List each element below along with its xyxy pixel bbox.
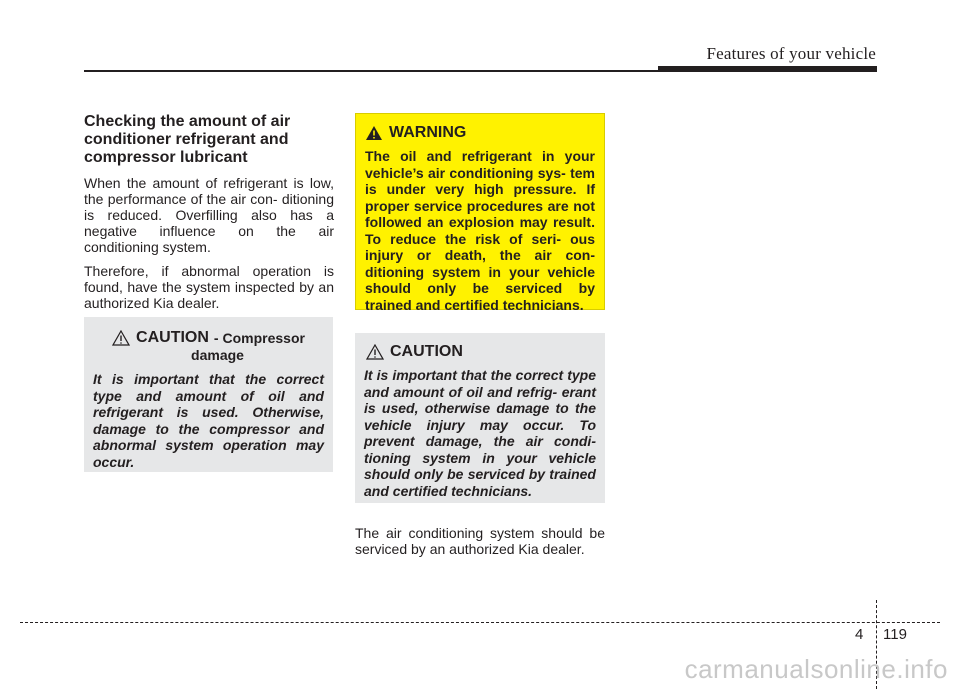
- caution-service-text: It is important that the correct type and amount of oil and refrig- erant is used, otherwise damage to the vehicle injury may occur. To prevent damage, the air condi- tioning system in your vehicle should only be serviced by trained and certified technicians.: [364, 367, 596, 499]
- page-number: 119: [883, 626, 907, 643]
- warning-triangle-icon: [365, 125, 383, 141]
- service-note: The air conditioning system should be serviced by an authorized Kia dealer.: [355, 525, 605, 557]
- caution-service-box: [355, 333, 605, 503]
- page-header-title: Features of your vehicle: [706, 44, 876, 63]
- left-column: [84, 113, 334, 319]
- caution-compressor-header: [93, 329, 324, 347]
- section-heading: Checking the amount of air conditioner refrigerant and compressor lubricant: [84, 113, 291, 166]
- chapter-number: 4: [855, 626, 864, 643]
- warning-text: The oil and refrigerant in your vehicle’s air conditioning sys- tem is under very high pressure. If proper service procedures are not followed an explosion may result. To reduce the risk of seri- ous injury or death, the air con- ditioning system in your vehicle should only be serviced by trained and certified technicians.: [365, 148, 595, 313]
- warning-header: [365, 124, 595, 142]
- caution-service-header: [364, 343, 596, 361]
- warning-box: [355, 113, 605, 313]
- watermark: carmanualsonline.info: [684, 654, 948, 684]
- paragraph-inspection: Therefore, if abnormal operation is found, have the system inspected by an authorized Kia dealer.: [84, 263, 334, 311]
- warning-label: WARNING: [389, 124, 467, 141]
- paragraph-refrigerant-low: When the amount of refrigerant is low, the performance of the air con- ditioning is reduced. Overfilling also has a negative influence on the air conditioning system.: [84, 175, 334, 255]
- caution-triangle-icon: [366, 344, 384, 360]
- footer-rule: [20, 622, 940, 623]
- caution-compressor-box: [84, 317, 333, 472]
- caution-compressor-text: It is important that the correct type and amount of oil and refrigerant is used. Otherwise, damage to the compressor and abnormal system operation may occur.: [93, 371, 324, 470]
- caution-subtitle: - Compressor: [213, 330, 305, 346]
- caution-label: CAUTION: [390, 343, 463, 360]
- caution-subtitle-line2: damage: [191, 347, 244, 363]
- caution-triangle-icon: [112, 330, 130, 346]
- header-rule-accent: [658, 66, 877, 72]
- caution-label: CAUTION: [136, 329, 209, 346]
